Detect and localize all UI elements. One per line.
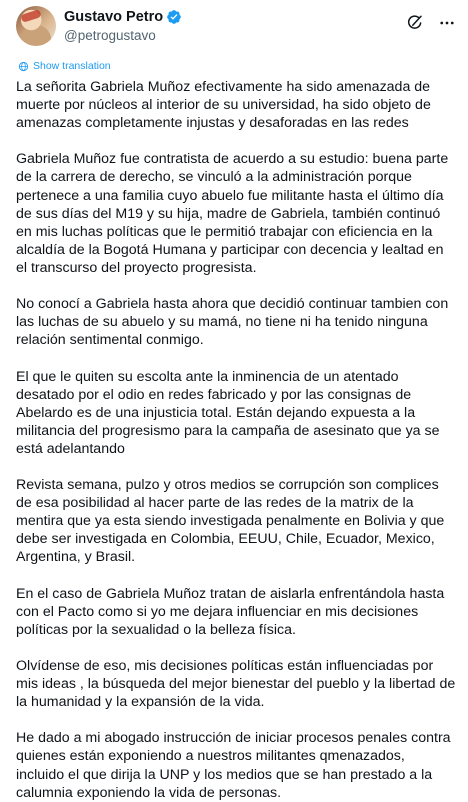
avatar[interactable] — [16, 6, 56, 46]
post-paragraph: No conocí a Gabriela hasta ahora que decidió continuar tambien con las luchas de su abuelo y su mamá, no tiene ni ha tenido ninguna relación sentimental conmigo. — [16, 296, 449, 349]
author-info — [64, 6, 406, 45]
post-text — [16, 78, 456, 802]
post-paragraph: Olvídense de eso, mis decisiones políticas están influenciadas por mis ideas , la búsqueda del mejor bienestar del pueblo y la libertad de la humanidad y la expansión de la vida. — [16, 658, 456, 711]
grok-icon[interactable] — [406, 14, 424, 32]
more-options-icon[interactable] — [438, 14, 456, 32]
post-actions — [406, 14, 456, 32]
post-paragraph: El que le quiten su escolta ante la inminencia de un atentado desatado por el odio en redes fabricado y por las consignas de Abelardo es de una injusticia total. Están dejando expuesta a la militancia del progresismo para la campaña de asesinato que ya se está adelantando — [16, 368, 440, 457]
verified-badge-icon — [166, 9, 182, 25]
show-translation-label[interactable]: Show translation — [33, 60, 111, 72]
globe-icon — [18, 61, 29, 72]
show-translation-link[interactable] — [18, 59, 456, 73]
post-paragraph: En el caso de Gabriela Muñoz tratan de aislarla enfrentándola hasta con el Pacto como si yo me dejara influenciar en mis decisiones políticas por la sexualidad o la belleza física. — [16, 585, 445, 638]
name-row — [64, 8, 406, 26]
display-name[interactable]: Gustavo Petro — [64, 9, 164, 25]
post-paragraph: Revista semana, pulzo y otros medios se corrupción son complices de esa posibilidad al hacer parte de las redes de la matrix de la mentira que ya esta siendo investigada penalmente en Bolivia y que debe ser investigada en Colombia, EEUU, Chile, Ecuador, Mexico, Argentina, y Brasil. — [16, 477, 445, 566]
post-paragraph: La señorita Gabriela Muñoz efectivamente ha sido amenazada de muerte por núcleos al interior de su universidad, ha sido objeto de amenazas completamente injustas y desaforadas en las redes — [16, 79, 431, 132]
post-paragraph: He dado a mi abogado instrucción de iniciar procesos penales contra quienes están exponiendo a nuestros militantes qmenazados, incluido el que dirija la UNP y los medios que se han prestado a la calumnia exponiendo la vida de personas. — [16, 730, 451, 801]
post-paragraph: Gabriela Muñoz fue contratista de acuerdo a su estudio: buena parte de la carrera de derecho, se vinculó a la administración porque pertenece a una familia cuyo abuelo fue militante hasta el último día de sus días del M19 y su hija, madre de Gabriela, también continuó en mis luchas políticas que le permitió trabajar con eficiencia en la alcaldía de la Bogotá Humana y participar con decencia y lealtad en el transcurso del proyecto progresista. — [16, 151, 449, 276]
post-header — [16, 6, 456, 52]
handle[interactable]: @petrogustavo — [64, 28, 156, 43]
